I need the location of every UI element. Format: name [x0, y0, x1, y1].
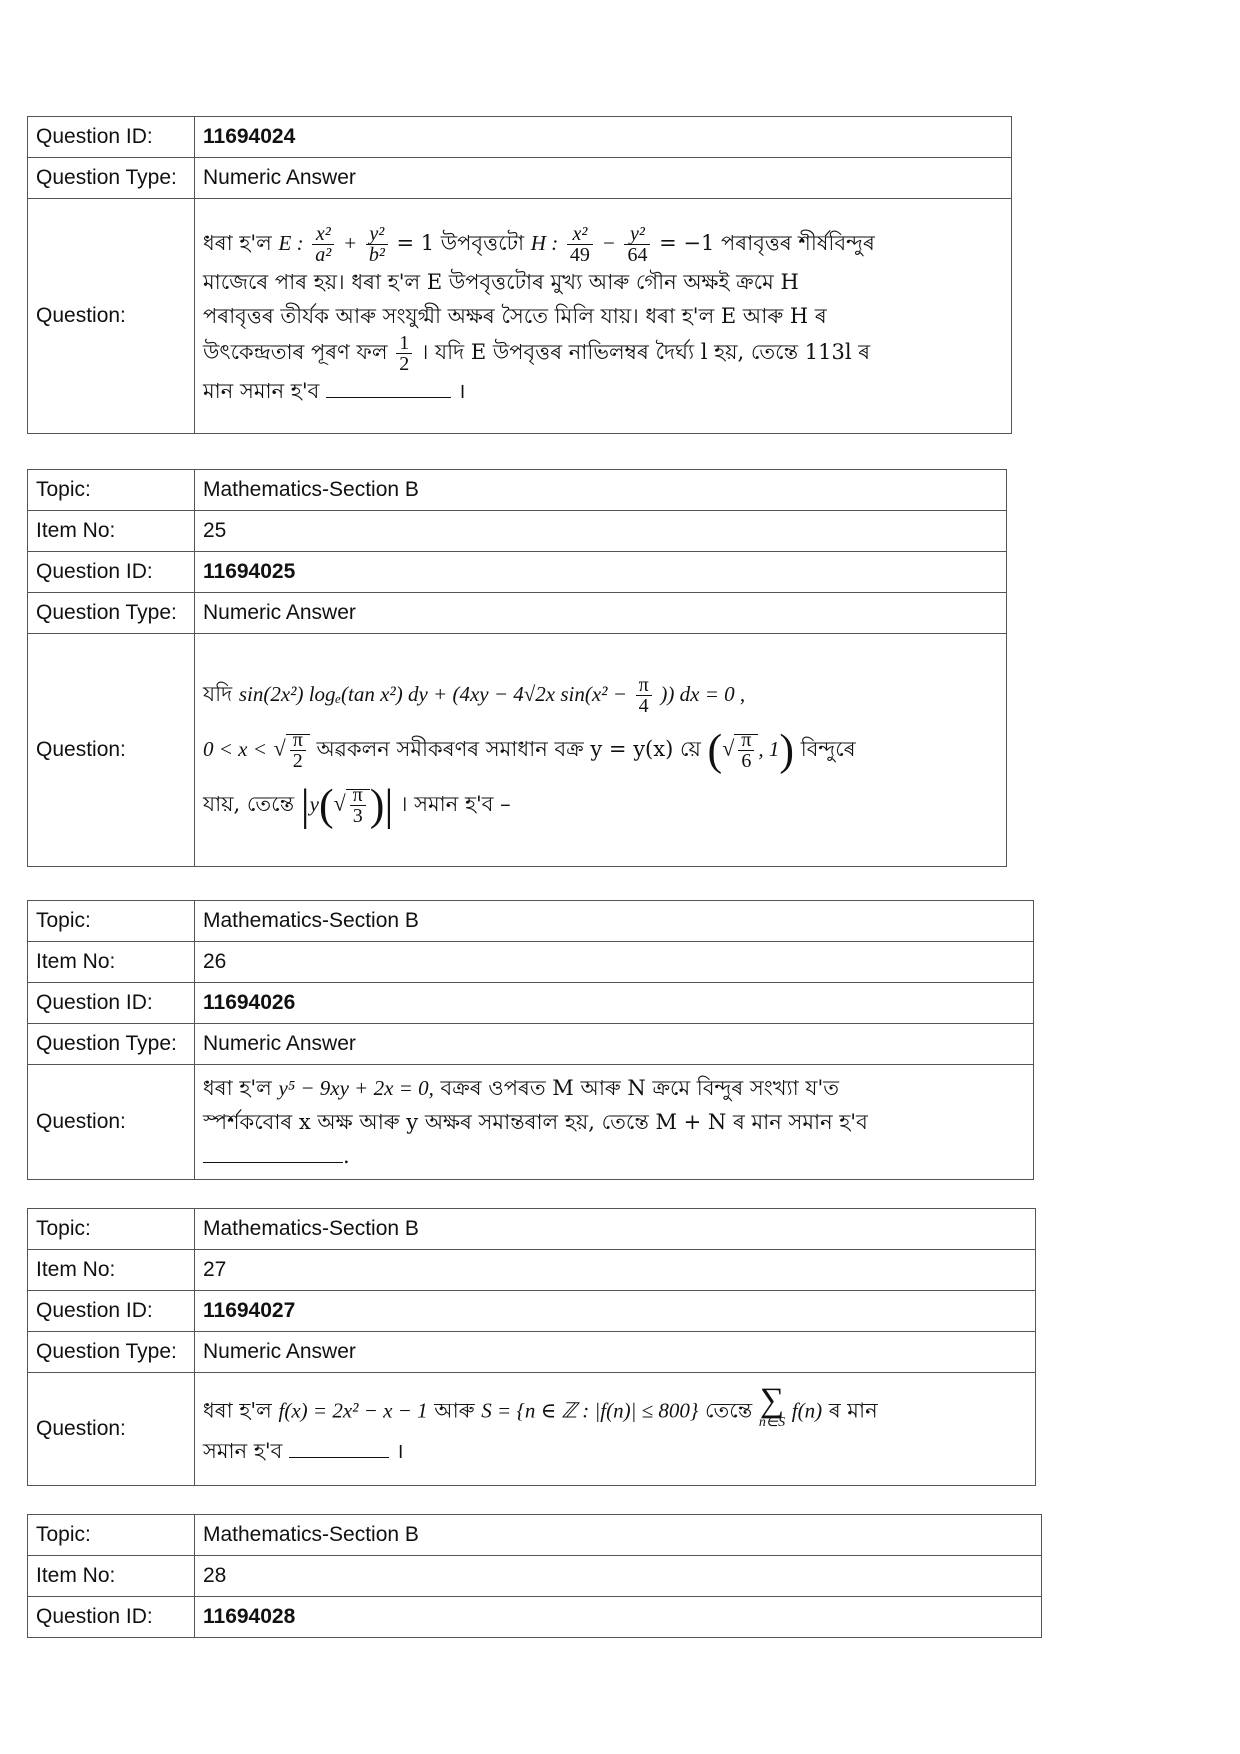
square-root: √ $\frac{\pi}{3}$ [334, 785, 370, 826]
question-row [28, 634, 1007, 867]
question-type-label: Question Type: [28, 593, 195, 634]
topic-row [28, 1515, 1042, 1556]
topic-value: Mathematics-Section B [195, 901, 1034, 942]
item-no-value: 26 [195, 942, 1034, 983]
question-id-row [28, 1291, 1036, 1332]
question-line-3: পৰাবৃত্তৰ তীৰ্যক আৰু সংযুগ্মী অক্ষৰ সৈতে মিলি যায়। ধৰা হ'ল E আৰু H ৰ [203, 304, 827, 328]
topic-value: Mathematics-Section B [195, 470, 1007, 511]
square-root: √ $\frac{\pi}{6}$ [722, 730, 758, 771]
fraction: $\frac{\text{x²}}{49}$ [567, 224, 593, 265]
question-type-label: Question Type: [28, 158, 195, 199]
topic-label: Topic: [28, 1515, 195, 1556]
question-id-value: 11694027 [195, 1291, 1036, 1332]
question-line-2: 0 < x < √ $\frac{\pi}{2}$ অৱকলন সমীকৰণৰ সমাধান বক্ৰ y = y(x) য়ে (√ $\frac{\pi}{6}$ , 1) বিন্দুৰে [203, 725, 856, 774]
item-no-row [28, 1250, 1036, 1291]
question-row [28, 199, 1012, 434]
question-label: Question: [28, 199, 195, 434]
question-line-4: উৎকেন্দ্ৰতাৰ পূৰণ ফল $\frac{1}{2}$ । যদি E উপবৃত্তৰ নাভিলম্বৰ দৈৰ্ঘ্য l হয়, তেন্তে 113l ৰ [203, 332, 871, 375]
question-id-row [28, 983, 1034, 1024]
topic-label: Topic: [28, 901, 195, 942]
question-type-row [28, 158, 1012, 199]
question-line-3: . [203, 1139, 1025, 1173]
question-type-value: Numeric Answer [195, 1332, 1036, 1373]
question-type-row [28, 1024, 1034, 1065]
question-line-2: সমান হ'ব । [203, 1439, 404, 1463]
item-no-value: 25 [195, 511, 1007, 552]
question-id-label: Question ID: [28, 552, 195, 593]
topic-label: Topic: [28, 470, 195, 511]
topic-row [28, 470, 1007, 511]
item-no-label: Item No: [28, 1250, 195, 1291]
answer-blank [289, 1457, 389, 1458]
question-text [195, 1065, 1034, 1180]
item-no-value: 28 [195, 1556, 1042, 1597]
question-25-table [27, 469, 1007, 867]
topic-value: Mathematics-Section B [195, 1515, 1042, 1556]
item-no-row [28, 1556, 1042, 1597]
item-no-row [28, 942, 1034, 983]
question-line-5: মান সমান হ'ব । [203, 379, 466, 403]
question-28-table [27, 1514, 1042, 1638]
answer-blank [203, 1162, 343, 1163]
item-no-label: Item No: [28, 942, 195, 983]
item-no-row [28, 511, 1007, 552]
question-id-row [28, 552, 1007, 593]
fraction: $\frac{\pi}{4}$ [636, 675, 652, 716]
question-27-table [27, 1208, 1036, 1486]
question-26-table [27, 900, 1034, 1180]
question-type-row [28, 593, 1007, 634]
question-id-value: 11694025 [195, 552, 1007, 593]
question-text [195, 634, 1007, 867]
question-id-label: Question ID: [28, 1291, 195, 1332]
question-type-label: Question Type: [28, 1024, 195, 1065]
item-no-label: Item No: [28, 511, 195, 552]
question-id-row [28, 1597, 1042, 1638]
fraction: $\frac{\text{x²}}{\text{a²}}$ [312, 224, 334, 265]
question-line-1: যদি sin(2x²) logₑ(tan x²) dy + (4xy − 4√2x sin(x² − $\frac{\pi}{4}$ )) dx = 0 , [203, 673, 746, 717]
topic-label: Topic: [28, 1209, 195, 1250]
question-row [28, 1373, 1036, 1486]
question-type-value: Numeric Answer [195, 593, 1007, 634]
question-id-row [28, 117, 1012, 158]
item-no-value: 27 [195, 1250, 1036, 1291]
topic-row [28, 901, 1034, 942]
fraction: $\frac{\text{y²}}{64}$ [624, 224, 650, 265]
question-id-value: 11694028 [195, 1597, 1042, 1638]
question-row [28, 1065, 1034, 1180]
topic-value: Mathematics-Section B [195, 1209, 1036, 1250]
question-line-2: মাজেৰে পাৰ হয়। ধৰা হ'ল E উপবৃত্তটোৰ মুখ্য আৰু গৌন অক্ষই ক্ৰমে H [203, 270, 799, 294]
answer-blank [326, 397, 451, 398]
question-type-label: Question Type: [28, 1332, 195, 1373]
question-text [195, 199, 1012, 434]
question-type-value: Numeric Answer [195, 158, 1012, 199]
question-label: Question: [28, 634, 195, 867]
question-line-1: ধৰা হ'ল E : $\frac{\text{x²}}{\text{a²}}$ + $\frac{\text{y²}}{\text{b²}}$ = 1 উপবৃত্তটো H : $\frac{\text{x²}}{49}$ − $\frac{\text{y²}}{64}$ = −1 পৰাবৃত্তৰ শীৰ্ষবিন্দুৰ [203, 223, 875, 266]
question-line-1: ধৰা হ'ল f(x) = 2x² − x − 1 আৰু S = {n ∈ ℤ : |f(n)| ≤ 800} তেন্তে ∑ n∈S f(n) ৰ মান [203, 1390, 1027, 1434]
question-label: Question: [28, 1373, 195, 1486]
question-line-1: ধৰা হ'ল y⁵ − 9xy + 2x = 0, বক্ৰৰ ওপৰত M আৰু N ক্ৰমে বিন্দুৰ সংখ্যা য'ত [203, 1076, 840, 1100]
question-line-2: স্পৰ্শকবোৰ x অক্ষ আৰু y অক্ষৰ সমান্তৰাল হয়, তেন্তে M + N ৰ মান সমান হ'ব [203, 1110, 868, 1134]
fraction: $\frac{1}{2}$ [396, 333, 412, 374]
square-root: √ $\frac{\pi}{2}$ [274, 730, 310, 771]
question-line-3: যায়, তেন্তে |y(√ $\frac{\pi}{3}$ )| । সমান হ'ব – [203, 780, 511, 829]
question-text [195, 1373, 1036, 1486]
fraction: $\frac{\text{y²}}{\text{b²}}$ [366, 224, 388, 265]
question-id-label: Question ID: [28, 983, 195, 1024]
question-id-label: Question ID: [28, 117, 195, 158]
item-no-label: Item No: [28, 1556, 195, 1597]
question-type-value: Numeric Answer [195, 1024, 1034, 1065]
summation: ∑ n∈S [758, 1382, 786, 1430]
question-type-row [28, 1332, 1036, 1373]
question-24-table [27, 116, 1012, 434]
question-id-label: Question ID: [28, 1597, 195, 1638]
question-label: Question: [28, 1065, 195, 1180]
question-id-value: 11694026 [195, 983, 1034, 1024]
question-id-value: 11694024 [195, 117, 1012, 158]
topic-row [28, 1209, 1036, 1250]
